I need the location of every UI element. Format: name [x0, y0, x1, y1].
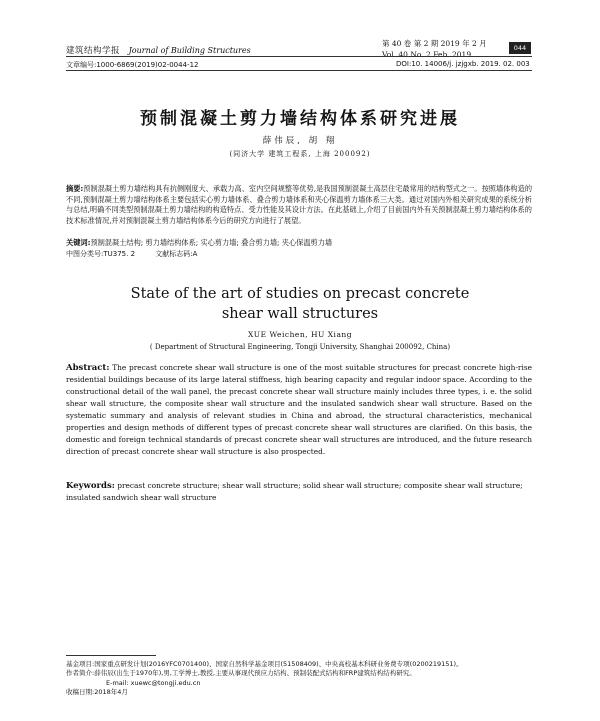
title-en-line1: State of the art of studies on precast concrete: [130, 286, 470, 302]
journal-name-cn: 建筑结构学报: [66, 46, 121, 56]
issue-cn: 第 40 卷 第 2 期 2019 年 2 月: [382, 39, 487, 48]
author-bio: 作者简介:薛伟辰(出生于1970年),男,工学博士,教授,主要从事现代预应力结构、预制装配式结构和FRP建筑结构结构研究。: [66, 669, 416, 678]
abstract-en: [66, 362, 532, 458]
footnotes: [66, 660, 532, 698]
issue-en: Vol. 40 No. 2 Feb. 2019: [382, 50, 472, 59]
abstract-cn: [66, 184, 532, 226]
received-date: 收稿日期:2018年4月: [66, 688, 128, 697]
doi: DOI:10. 14006/j. jzjgxb. 2019. 02. 003: [396, 60, 530, 68]
header-rule-bottom: [66, 70, 532, 71]
abstract-en-text: The precast concrete shear wall structure is one of the most suitable structures for precast concrete high-rise residential buildings because of its large lateral stiffness, high bearing capacity and regular indoor space. According to the constructional detail of the wall panel, the precast concrete shear wall structure mainly includes three types, i. e. the solid shear wall structure, the composite shear wall structure and the insulated sandwich shear wall structure. Based on the systematic summary and analysis of relevant studies in China and abroad, the structural characteristics, mechanical properties and design methods of different types of precast concrete shear wall structures are clarified. On this basis, the domestic and foreign technical standards of precast concrete shear wall structures are introduced, and the future research direction of precast concrete shear wall structure is also prospected.: [66, 363, 532, 456]
keywords-en-text: precast concrete structure; shear wall structure; solid shear wall structure; composite shear wall structure; insulated sandwich shear wall structure: [66, 481, 523, 502]
document-code: 文献标志码:A: [155, 250, 198, 258]
fund-note: 基金项目:国家重点研发计划(2016YFC0701400)、国家自然科学基金项目(51508409)、中央高校基本科研业务费专项(0200219151)。: [66, 660, 463, 668]
affiliation-en: ( Department of Structural Engineering, Tongji University, Shanghai 200092, China): [149, 343, 451, 351]
keywords-en-label: Keywords:: [66, 481, 115, 491]
journal-header: [66, 44, 251, 56]
footnote-rule: [66, 655, 156, 656]
title-en: [0, 284, 600, 324]
abstract-en-label: Abstract:: [66, 363, 110, 373]
keywords-cn-text: 预制混凝土结构; 剪力墙结构体系; 实心剪力墙; 叠合剪力墙; 夹心保温剪力墙: [90, 238, 333, 247]
article-number: 文章编号:1000-6869(2019)02-0044-12: [66, 61, 199, 69]
abstract-cn-text: 预制混凝土剪力墙结构具有抗侧刚度大、承载力高、室内空间规整等优势,是我国预制混凝土高层住宅最常用的结构型式之一。按照墙体构造的不同,预制混凝土剪力墙结构体系主要包括实心剪力墙体系、叠合剪力墙体系和夹心保温剪力墙体系三大类。通过对国内外相关研究成果的系统分析与总结,明确不同类型预制混凝土剪力墙结构的构造特点、受力性能及其设计方法。在此基础上,介绍了目前国内外有关预制混凝土剪力墙结构体系的技术标准情况,并对预制混凝土剪力墙结构体系今后的研究方向进行了展望。: [66, 184, 533, 225]
title-cn: 预制混凝土剪力墙结构体系研究进展: [140, 109, 460, 129]
authors-en: XUE Weichen, HU Xiang: [247, 330, 353, 339]
keywords-cn-label: 关键词:: [66, 238, 91, 247]
affiliation-cn: (同济大学 建筑工程系, 上海 200092): [229, 150, 371, 158]
author-email: E-mail: xuewc@tongji.edu.cn: [106, 678, 201, 687]
clc-number: 中图分类号:TU375. 2: [66, 250, 136, 258]
keywords-cn: [66, 238, 532, 249]
abstract-cn-label: 摘要:: [66, 184, 84, 193]
header-rule: [66, 56, 532, 57]
authors-cn: 薛伟辰, 胡 翔: [262, 136, 338, 146]
classification-row: [66, 249, 215, 259]
keywords-en: [66, 480, 532, 504]
journal-name-en: Journal of Building Structures: [128, 46, 251, 55]
page-badge: 044: [509, 42, 531, 54]
title-en-line2: shear wall structures: [221, 306, 379, 322]
